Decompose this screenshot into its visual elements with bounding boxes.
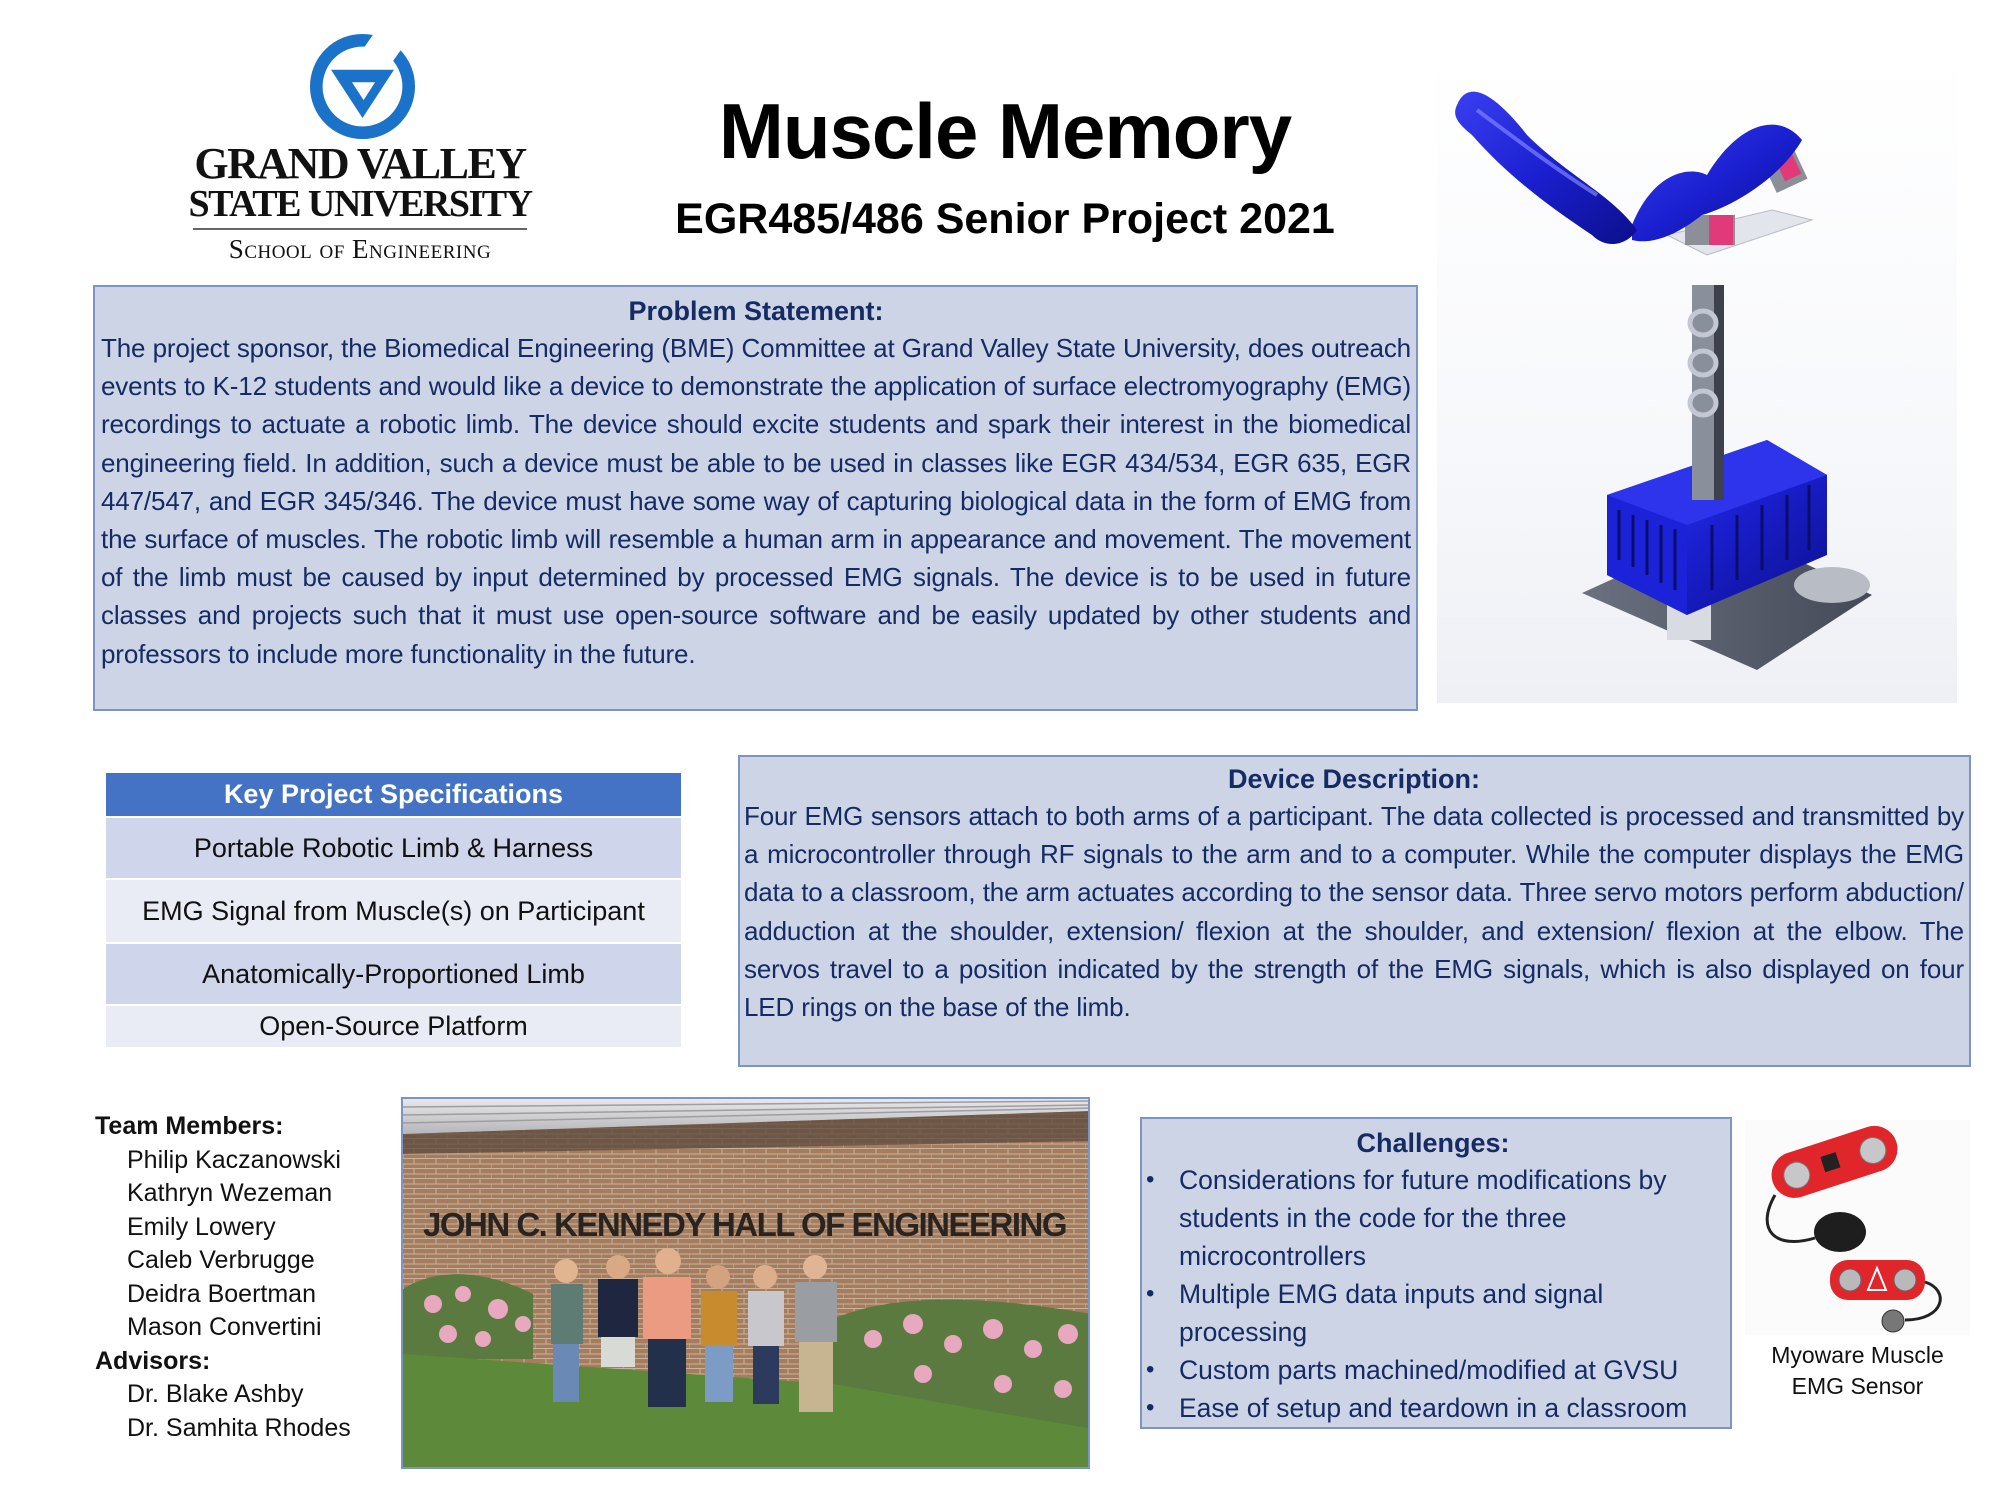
specification-row: Open-Source Platform xyxy=(106,1004,681,1047)
key-specifications-table xyxy=(106,773,681,1047)
team-list xyxy=(95,1110,395,1445)
robotic-arm-render-image xyxy=(1437,55,1957,703)
challenge-item: • Multiple EMG data inputs and signal processing xyxy=(1142,1275,1724,1351)
logo-wordmark-line1: GRAND VALLEY xyxy=(194,139,526,188)
specification-row: Portable Robotic Limb & Harness xyxy=(106,816,681,878)
sensor-caption xyxy=(1745,1340,1970,1402)
team-member: Emily Lowery xyxy=(127,1212,276,1241)
myoware-sensor-image xyxy=(1745,1120,1970,1335)
challenges-box xyxy=(1140,1117,1732,1429)
team-members-label: Team Members: xyxy=(95,1112,284,1140)
advisors-label: Advisors: xyxy=(95,1346,211,1375)
specifications-header: Key Project Specifications xyxy=(106,773,681,816)
challenges-heading: Challenges: xyxy=(1356,1128,1510,1158)
specification-row: Anatomically-Proportioned Limb xyxy=(106,942,681,1004)
challenge-item: • Custom parts machined/modified at GVSU xyxy=(1142,1351,1724,1389)
team-member: Mason Convertini xyxy=(127,1313,322,1341)
specification-row: EMG Signal from Muscle(s) on Participant xyxy=(106,878,681,942)
gvsu-g-logo-icon xyxy=(310,34,415,139)
advisor: Dr. Samhita Rhodes xyxy=(127,1413,351,1442)
device-description-box xyxy=(738,755,1971,1067)
device-description-body: Four EMG sensors attach to both arms of a participant. The data collected is processed and transmitted by a microcontroller through RF signals to the arm and to a computer. While the computer displays the EMG data to a classroom, the arm actuates according to the sensor data. Three servo motors perform abduction/ adduction at the shoulder, extension/ flexion at the shoulder, and extension/ flexion at the elbow. The servos travel to a position indicated by the strength of the EMG signals, which is also displayed on four LED rings on the base of the limb. xyxy=(744,801,1964,1023)
problem-statement-heading: Problem Statement: xyxy=(628,296,884,326)
device-description-heading: Device Description: xyxy=(1227,764,1481,794)
poster-subtitle: EGR485/486 Senior Project 2021 xyxy=(675,195,1335,243)
team-member: Kathryn Wezeman xyxy=(127,1179,333,1207)
team-member: Caleb Verbrugge xyxy=(127,1246,315,1274)
logo-wordmark-line3: School of Engineering xyxy=(228,234,492,264)
team-group-photo xyxy=(401,1097,1090,1469)
sensor-caption-line1: Myoware Muscle xyxy=(1771,1342,1944,1368)
problem-statement-body: The project sponsor, the Biomedical Engineering (BME) Committee at Grand Valley State University, does outreach events to K-12 students and would like a device to demonstrate the application of surface electromyography (EMG) recordings to actuate a robotic limb. The device should excite students and spark their interest in the biomedical engineering field. In addition, such a device must be able to be used in classes like EGR 434/534, EGR 635, EGR 447/547, and EGR 345/346. The device must have some way of capturing biological data in the form of EMG from the surface of muscles. The robotic limb will resemble a human arm in appearance and movement. The movement of the limb must be caused by input determined by processed EMG signals. The device is to be used in future classes and projects such that it must use open-source software and be easily updated by other students and professors to include more functionality in the future. xyxy=(101,333,1411,669)
poster-title: Muscle Memory xyxy=(718,87,1292,175)
team-member: Deidra Boertman xyxy=(127,1279,316,1308)
building-sign: JOHN C. KENNEDY HALL OF ENGINEERING xyxy=(423,1206,1067,1243)
challenges-list xyxy=(1142,1161,1724,1427)
gvsu-logo xyxy=(185,30,535,265)
logo-divider xyxy=(193,228,527,230)
emg-sensor-icon xyxy=(1745,1120,1970,1335)
problem-statement-box xyxy=(93,285,1418,711)
challenge-item: • Ease of setup and teardown in a classroom xyxy=(1142,1389,1724,1427)
sensor-caption-line2: EMG Sensor xyxy=(1791,1373,1924,1399)
group-photo-icon xyxy=(403,1099,1090,1469)
advisor: Dr. Blake Ashby xyxy=(127,1380,304,1408)
challenge-item: • Considerations for future modifications by students in the code for the three microcontrollers xyxy=(1142,1161,1724,1275)
logo-wordmark-line2: STATE UNIVERSITY xyxy=(188,183,532,225)
robotic-arm-icon xyxy=(1437,55,1957,703)
team-member: Philip Kaczanowski xyxy=(127,1145,341,1174)
